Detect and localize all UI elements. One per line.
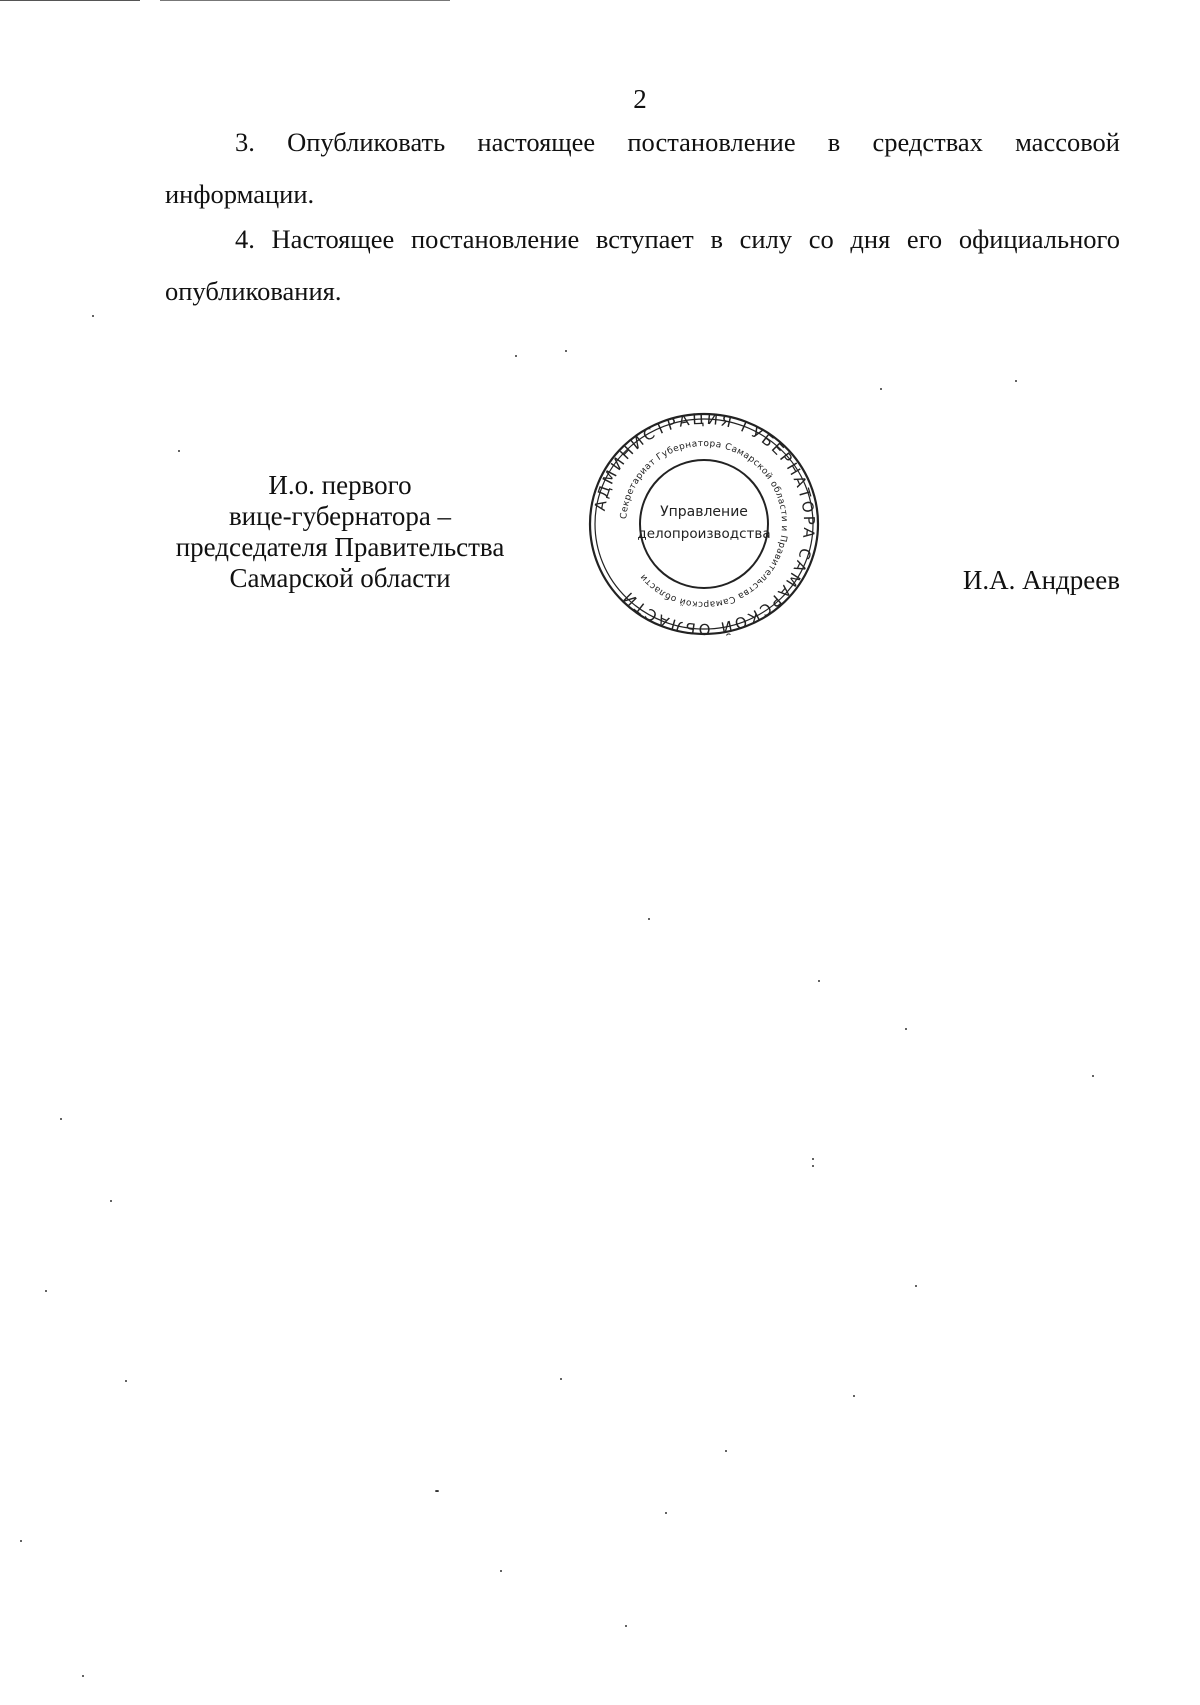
paragraph-4-line-2: опубликования.	[165, 276, 342, 306]
stamp-seal-icon	[584, 408, 824, 640]
scan-speck	[125, 1380, 127, 1382]
scan-speck	[812, 1158, 814, 1160]
stamp-outer-text: АДМИНИСТРАЦИЯ ГУБЕРНАТОРА САМАРСКОЙ ОБЛАСТИ	[590, 409, 819, 639]
stamp-center-line-2: делопроизводства	[637, 526, 771, 542]
scan-speck	[818, 980, 820, 982]
signatory-title	[150, 470, 530, 594]
paragraph-3-line-1: 3. Опубликовать настоящее постановление в средствах массовой	[235, 127, 1120, 157]
scan-speck	[648, 918, 650, 920]
scan-speck	[853, 1395, 855, 1397]
scan-speck	[905, 1028, 907, 1030]
signatory-title-line: председателя Правительства	[175, 532, 505, 562]
scan-speck	[560, 1378, 562, 1380]
paragraph-3-line-2: информации.	[165, 179, 315, 209]
scan-speck	[178, 450, 180, 452]
signatory-title-line: вице-губернатора –	[228, 501, 452, 531]
stamp-middle-text: Секретариат Губернатора Самарской области и Правительства Самарской области	[619, 438, 790, 610]
paragraph-3	[165, 116, 1120, 220]
scan-speck	[82, 1675, 84, 1677]
signatory-name: И.А. Андреев	[962, 565, 1120, 595]
scan-edge-line	[160, 0, 450, 1]
scan-speck	[110, 1200, 112, 1202]
scan-speck	[565, 350, 567, 352]
scan-speck	[625, 1625, 627, 1627]
stamp-center-line-1: Управление	[660, 504, 748, 520]
page-number: 2	[633, 84, 647, 114]
scan-speck	[665, 1512, 667, 1514]
scan-speck	[1015, 380, 1017, 382]
scan-speck	[725, 1450, 727, 1452]
paragraph-4	[165, 213, 1120, 317]
scan-speck	[915, 1285, 917, 1287]
official-stamp	[584, 408, 824, 640]
signatory-title-line: И.о. первого	[268, 470, 412, 500]
scan-speck	[880, 388, 882, 390]
scan-speck	[92, 315, 94, 317]
scan-speck	[20, 1540, 22, 1542]
scan-speck	[60, 1118, 62, 1120]
scan-edge-line	[0, 0, 140, 1]
paragraph-4-line-1: 4. Настоящее постановление вступает в силу со дня его официального	[235, 224, 1120, 254]
scan-speck	[500, 1570, 502, 1572]
scan-speck	[812, 1165, 814, 1167]
scan-speck	[1092, 1075, 1094, 1077]
signatory-title-line: Самарской области	[229, 563, 451, 593]
scan-speck	[435, 1490, 439, 1492]
scan-speck	[515, 355, 517, 357]
scan-speck	[45, 1290, 47, 1292]
